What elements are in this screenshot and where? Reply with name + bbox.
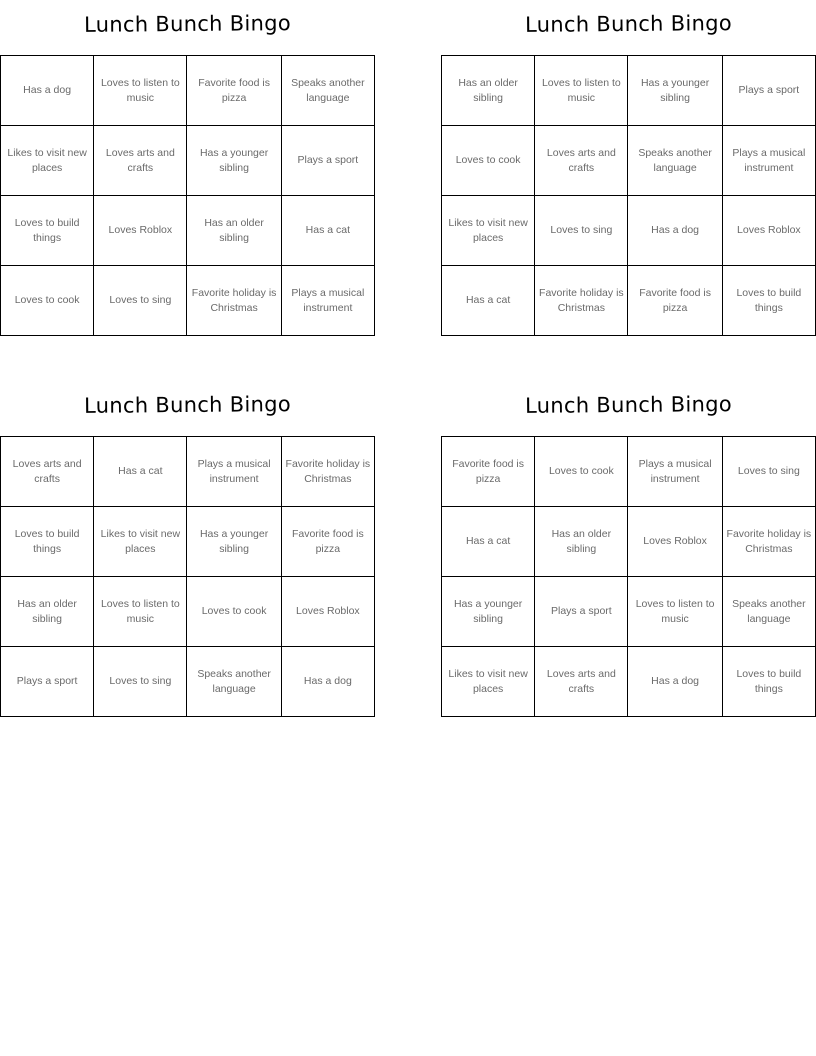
bingo-cell: Loves to build things: [1, 196, 94, 266]
bingo-cell: Plays a sport: [722, 56, 815, 126]
grid-row: [1, 507, 375, 577]
bingo-cell: Has a cat: [442, 507, 535, 577]
bingo-cell: Favorite holiday is Christmas: [187, 266, 281, 336]
bingo-cell: Loves Roblox: [628, 507, 722, 577]
bingo-cell: Plays a sport: [1, 647, 94, 717]
bingo-cell: Has a dog: [628, 196, 722, 266]
bingo-cell: Loves to cook: [187, 577, 281, 647]
card-title: Lunch Bunch Bingo: [524, 392, 733, 418]
bingo-cell: Speaks another language: [281, 56, 374, 126]
grid-row: [442, 126, 816, 196]
bingo-cell: Has a cat: [94, 437, 187, 507]
bingo-cell: Likes to visit new places: [1, 126, 94, 196]
bingo-cell: Loves arts and crafts: [535, 647, 628, 717]
bingo-cell: Plays a musical instrument: [628, 437, 722, 507]
bingo-cell: Has a dog: [281, 647, 374, 717]
bingo-grid: [0, 436, 375, 717]
bingo-cell: Loves to cook: [442, 126, 535, 196]
bingo-cell: Loves to listen to music: [94, 56, 187, 126]
bingo-cell: Loves Roblox: [281, 577, 374, 647]
grid-row: [442, 196, 816, 266]
bingo-cell: Loves to listen to music: [628, 577, 722, 647]
bingo-cell: Loves Roblox: [722, 196, 815, 266]
bingo-cell: Has an older sibling: [1, 577, 94, 647]
bingo-cell: Favorite food is pizza: [281, 507, 374, 577]
bingo-cell: Has a younger sibling: [187, 126, 281, 196]
bingo-cell: Favorite holiday is Christmas: [535, 266, 628, 336]
grid-row: [1, 437, 375, 507]
bingo-cell: Likes to visit new places: [442, 196, 535, 266]
bingo-cell: Has an older sibling: [442, 56, 535, 126]
bingo-cell: Loves to build things: [722, 266, 815, 336]
bingo-cell: Plays a musical instrument: [722, 126, 815, 196]
card-title: Lunch Bunch Bingo: [83, 11, 292, 37]
bingo-cell: Loves to listen to music: [535, 56, 628, 126]
grid-row: [1, 56, 375, 126]
grid-row: [1, 266, 375, 336]
bingo-cell: Loves arts and crafts: [535, 126, 628, 196]
bingo-cell: Has a cat: [442, 266, 535, 336]
bingo-cell: Loves arts and crafts: [94, 126, 187, 196]
grid-row: [442, 56, 816, 126]
bingo-cell: Favorite food is pizza: [628, 266, 722, 336]
bingo-grid: [441, 55, 816, 336]
grid-row: [1, 647, 375, 717]
bingo-cell: Loves to cook: [535, 437, 628, 507]
bingo-cell: Loves to sing: [94, 647, 187, 717]
bingo-cell: Favorite food is pizza: [187, 56, 281, 126]
bingo-cell: Speaks another language: [628, 126, 722, 196]
grid-row: [442, 507, 816, 577]
bingo-cell: Loves to cook: [1, 266, 94, 336]
grid-row: [1, 577, 375, 647]
card-title: Lunch Bunch Bingo: [83, 392, 292, 418]
bingo-cell: Plays a musical instrument: [281, 266, 374, 336]
bingo-cell: Loves to sing: [94, 266, 187, 336]
bingo-cell: Likes to visit new places: [442, 647, 535, 717]
grid-row: [442, 577, 816, 647]
bingo-cell: Loves arts and crafts: [1, 437, 94, 507]
bingo-cell: Loves to sing: [535, 196, 628, 266]
grid-row: [442, 266, 816, 336]
grid-row: [1, 126, 375, 196]
card-title: Lunch Bunch Bingo: [524, 11, 733, 37]
bingo-cell: Has an older sibling: [535, 507, 628, 577]
bingo-cell: Likes to visit new places: [94, 507, 187, 577]
bingo-cell: Speaks another language: [722, 577, 815, 647]
bingo-cell: Loves to listen to music: [94, 577, 187, 647]
bingo-cell: Speaks another language: [187, 647, 281, 717]
bingo-cell: Has a cat: [281, 196, 374, 266]
bingo-cell: Loves to sing: [722, 437, 815, 507]
grid-row: [442, 647, 816, 717]
bingo-cell: Loves Roblox: [94, 196, 187, 266]
bingo-cell: Plays a sport: [535, 577, 628, 647]
bingo-cell: Has an older sibling: [187, 196, 281, 266]
bingo-cell: Loves to build things: [722, 647, 815, 717]
bingo-grid: [0, 55, 375, 336]
bingo-cell: Favorite holiday is Christmas: [281, 437, 374, 507]
bingo-cell: Loves to build things: [1, 507, 94, 577]
bingo-grid: [441, 436, 816, 717]
bingo-cell: Plays a musical instrument: [187, 437, 281, 507]
grid-row: [1, 196, 375, 266]
bingo-cell: Plays a sport: [281, 126, 374, 196]
bingo-cell: Has a younger sibling: [187, 507, 281, 577]
bingo-cell: Favorite food is pizza: [442, 437, 535, 507]
bingo-cell: Has a dog: [628, 647, 722, 717]
bingo-cell: Has a younger sibling: [628, 56, 722, 126]
bingo-cell: Has a dog: [1, 56, 94, 126]
grid-row: [442, 437, 816, 507]
bingo-cell: Favorite holiday is Christmas: [722, 507, 815, 577]
bingo-cell: Has a younger sibling: [442, 577, 535, 647]
